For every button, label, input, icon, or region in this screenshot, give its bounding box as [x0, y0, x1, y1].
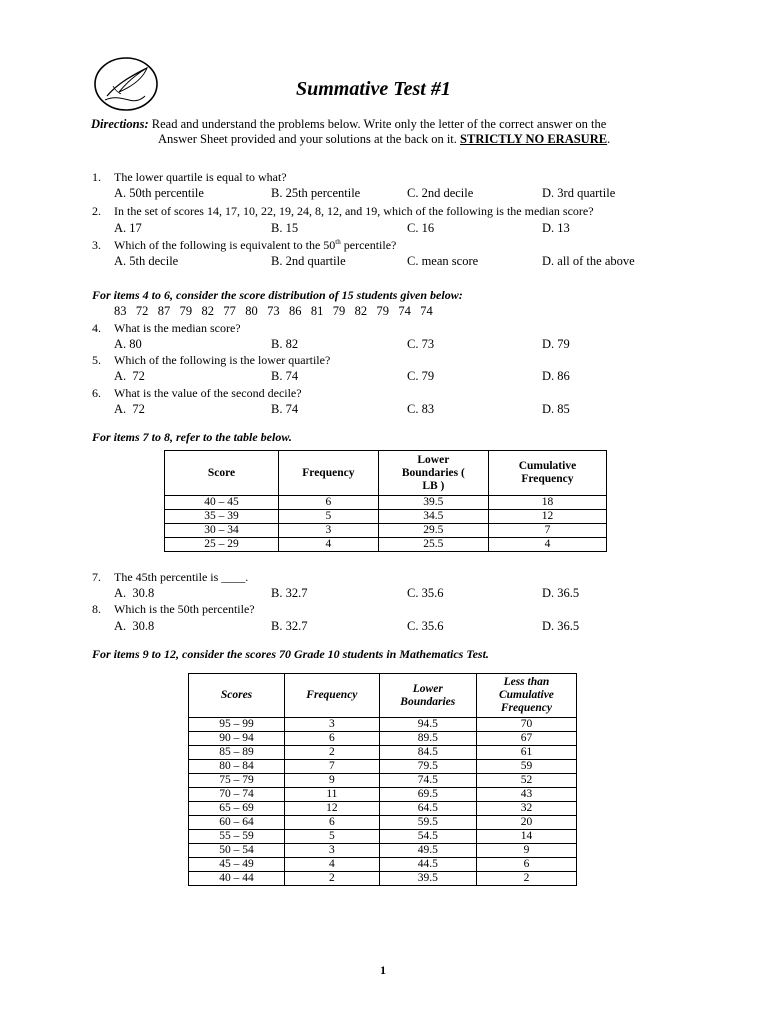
q3-option-a: A. 5th decile: [114, 254, 179, 268]
table-cell: 6: [285, 732, 380, 746]
q5-option-c: C. 79: [407, 369, 435, 383]
q8-option-b: B. 32.7: [271, 619, 308, 633]
page-title: Summative Test #1: [296, 78, 451, 100]
table-cell: 2: [285, 746, 380, 760]
table-cell: 89.5: [379, 732, 476, 746]
q4-text: What is the median score?: [114, 321, 241, 335]
table-cell: 25 – 29: [165, 538, 279, 552]
table-cell: 40 – 44: [189, 872, 285, 886]
q6-text: What is the value of the second decile?: [114, 386, 302, 400]
table-cell: 9: [285, 774, 380, 788]
directions-line-1: [91, 117, 606, 132]
table-cell: 11: [285, 788, 380, 802]
table-cell: 69.5: [379, 788, 476, 802]
table-cell: 95 – 99: [189, 718, 285, 732]
table-cell: 3: [285, 844, 380, 858]
lower-boundaries-label: Lower Boundaries: [400, 682, 456, 708]
table-cell: 7: [285, 760, 380, 774]
column-header-lower-boundaries: [378, 451, 488, 496]
q6-option-a: A. 72: [114, 402, 145, 416]
q5-number: 5.: [92, 353, 101, 367]
table-cell: 45 – 49: [189, 858, 285, 872]
directions-text-1: Read and understand the problems below. Write only the letter of the correct answer on the: [151, 117, 607, 131]
q3-option-c: C. mean score: [407, 254, 479, 268]
q7-number: 7.: [92, 570, 101, 584]
table-cell: 43: [476, 788, 576, 802]
table-cell: 80 – 84: [189, 760, 285, 774]
q1-number: 1.: [92, 170, 101, 184]
q8-option-d: D. 36.5: [542, 619, 580, 633]
table-row: [165, 496, 607, 510]
table-row: [189, 732, 577, 746]
table-cell: 5: [285, 830, 380, 844]
table-cell: 52: [476, 774, 576, 788]
table-cell: 9: [476, 844, 576, 858]
quill-logo-icon: [93, 56, 159, 112]
q4-option-b: B. 82: [271, 337, 299, 351]
q5-text: Which of the following is the lower quartile?: [114, 353, 331, 367]
table-cell: 50 – 54: [189, 844, 285, 858]
q2-option-d: D. 13: [542, 221, 570, 235]
table-cell: 84.5: [379, 746, 476, 760]
table-header-row: [165, 451, 607, 496]
q5-option-b: B. 74: [271, 369, 299, 383]
table-row: [189, 816, 577, 830]
q4-option-c: C. 73: [407, 337, 435, 351]
cumulative-frequency-label: Cumulative Frequency: [518, 460, 577, 485]
table-cell: 4: [285, 858, 380, 872]
q3-superscript: th: [335, 238, 341, 246]
table-cell: 4: [488, 538, 606, 552]
q6-option-b: B. 74: [271, 402, 299, 416]
q4-option-a: A. 80: [114, 337, 142, 351]
q6-option-c: C. 83: [407, 402, 435, 416]
table-cell: 5: [278, 510, 378, 524]
q5-option-d: D. 86: [542, 369, 570, 383]
table-row: [165, 510, 607, 524]
score-distribution: 83 72 87 79 82 77 80 73 86 81 79 82 79 74 74: [114, 304, 433, 318]
table-row: [189, 802, 577, 816]
table-row: [189, 858, 577, 872]
column-header-cumulative-frequency: [488, 451, 606, 496]
column-header-frequency: Frequency: [278, 451, 378, 496]
column-header-frequency: Frequency: [285, 674, 380, 718]
q2-text: In the set of scores 14, 17, 10, 22, 19, 24, 8, 12, and 19, which of the following is the median score?: [114, 204, 594, 218]
table-cell: 6: [285, 816, 380, 830]
table-cell: 12: [285, 802, 380, 816]
table-cell: 12: [488, 510, 606, 524]
q7-text: The 45th percentile is ____.: [114, 570, 249, 584]
table-cell: 6: [476, 858, 576, 872]
q4-option-d: D. 79: [542, 337, 570, 351]
table-cell: 65 – 69: [189, 802, 285, 816]
directions-line-2: [158, 132, 610, 147]
section-items-9-12-heading: For items 9 to 12, consider the scores 70 Grade 10 students in Mathematics Test.: [92, 647, 489, 661]
table-cell: 14: [476, 830, 576, 844]
cumulative-frequency-table: [164, 450, 607, 552]
table-cell: 34.5: [378, 510, 488, 524]
table-row: [165, 524, 607, 538]
table-cell: 2: [285, 872, 380, 886]
table-cell: 54.5: [379, 830, 476, 844]
q1-option-c: C. 2nd decile: [407, 186, 474, 200]
less-than-cumulative-frequency-table: [188, 673, 577, 886]
q8-option-a: A. 30.8: [114, 619, 155, 633]
table-cell: 32: [476, 802, 576, 816]
q7-option-d: D. 36.5: [542, 586, 580, 600]
q5-option-a: A. 72: [114, 369, 145, 383]
q2-number: 2.: [92, 204, 101, 218]
directions-text-2: Answer Sheet provided and your solutions at the back on it.: [158, 132, 457, 146]
table-cell: 18: [488, 496, 606, 510]
q2-option-b: B. 15: [271, 221, 299, 235]
q8-text: Which is the 50th percentile?: [114, 602, 255, 616]
table-row: [189, 718, 577, 732]
q4-number: 4.: [92, 321, 101, 335]
q3-option-d: D. all of the above: [542, 254, 635, 268]
section-items-7-8-heading: For items 7 to 8, refer to the table below.: [92, 430, 292, 444]
table-row: [189, 774, 577, 788]
strictly-no-erasure: STRICTLY NO ERASURE: [460, 132, 608, 146]
q3-option-b: B. 2nd quartile: [271, 254, 346, 268]
table-cell: 75 – 79: [189, 774, 285, 788]
table-cell: 4: [278, 538, 378, 552]
page-number: 1: [380, 963, 386, 977]
table-cell: 67: [476, 732, 576, 746]
table-cell: 20: [476, 816, 576, 830]
table-cell: 25.5: [378, 538, 488, 552]
table-cell: 70: [476, 718, 576, 732]
q1-option-d: D. 3rd quartile: [542, 186, 616, 200]
q7-option-b: B. 32.7: [271, 586, 308, 600]
table-cell: 30 – 34: [165, 524, 279, 538]
table-cell: 59.5: [379, 816, 476, 830]
table-row: [189, 830, 577, 844]
table-cell: 7: [488, 524, 606, 538]
table-cell: 60 – 64: [189, 816, 285, 830]
table-cell: 59: [476, 760, 576, 774]
table-row: [189, 760, 577, 774]
table-cell: 3: [278, 524, 378, 538]
q6-number: 6.: [92, 386, 101, 400]
column-header-scores: Scores: [189, 674, 285, 718]
table-cell: 85 – 89: [189, 746, 285, 760]
q1-option-a: A. 50th percentile: [114, 186, 204, 200]
table-cell: 90 – 94: [189, 732, 285, 746]
q1-text: The lower quartile is equal to what?: [114, 170, 287, 184]
q3-number: 3.: [92, 238, 101, 252]
q2-option-a: A. 17: [114, 221, 142, 235]
q7-option-c: C. 35.6: [407, 586, 444, 600]
table-cell: 29.5: [378, 524, 488, 538]
table-row: [165, 538, 607, 552]
column-header-lower-boundaries: [379, 674, 476, 718]
table-row: [189, 746, 577, 760]
q3-text-end: percentile?: [340, 238, 397, 252]
table-cell: 61: [476, 746, 576, 760]
column-header-score: Score: [165, 451, 279, 496]
table-cell: 44.5: [379, 858, 476, 872]
q1-option-b: B. 25th percentile: [271, 186, 361, 200]
directions-period: .: [607, 132, 611, 146]
section-items-4-6-heading: For items 4 to 6, consider the score distribution of 15 students given below:: [92, 288, 463, 302]
table-row: [189, 872, 577, 886]
q6-option-d: D. 85: [542, 402, 570, 416]
table-cell: 35 – 39: [165, 510, 279, 524]
table-header-row: [189, 674, 577, 718]
column-header-less-than-cumulative-frequency: [476, 674, 576, 718]
q2-option-c: C. 16: [407, 221, 435, 235]
table-cell: 70 – 74: [189, 788, 285, 802]
less-than-cumulative-frequency-label: Less than Cumulative Frequency: [498, 676, 554, 714]
table-cell: 49.5: [379, 844, 476, 858]
table-row: [189, 788, 577, 802]
table-cell: 2: [476, 872, 576, 886]
table-cell: 3: [285, 718, 380, 732]
q8-option-c: C. 35.6: [407, 619, 444, 633]
table-cell: 6: [278, 496, 378, 510]
q8-number: 8.: [92, 602, 101, 616]
table-cell: 55 – 59: [189, 830, 285, 844]
directions-label: Directions:: [91, 117, 149, 131]
q7-option-a: A. 30.8: [114, 586, 155, 600]
q3-text: [114, 238, 396, 253]
table-cell: 79.5: [379, 760, 476, 774]
table-cell: 64.5: [379, 802, 476, 816]
table-cell: 39.5: [378, 496, 488, 510]
lower-boundaries-label: Lower Boundaries ( LB ): [401, 453, 465, 492]
table-cell: 39.5: [379, 872, 476, 886]
table-row: [189, 844, 577, 858]
table-cell: 40 – 45: [165, 496, 279, 510]
table-cell: 94.5: [379, 718, 476, 732]
q3-text-main: Which of the following is equivalent to the 50: [114, 238, 336, 252]
table-cell: 74.5: [379, 774, 476, 788]
